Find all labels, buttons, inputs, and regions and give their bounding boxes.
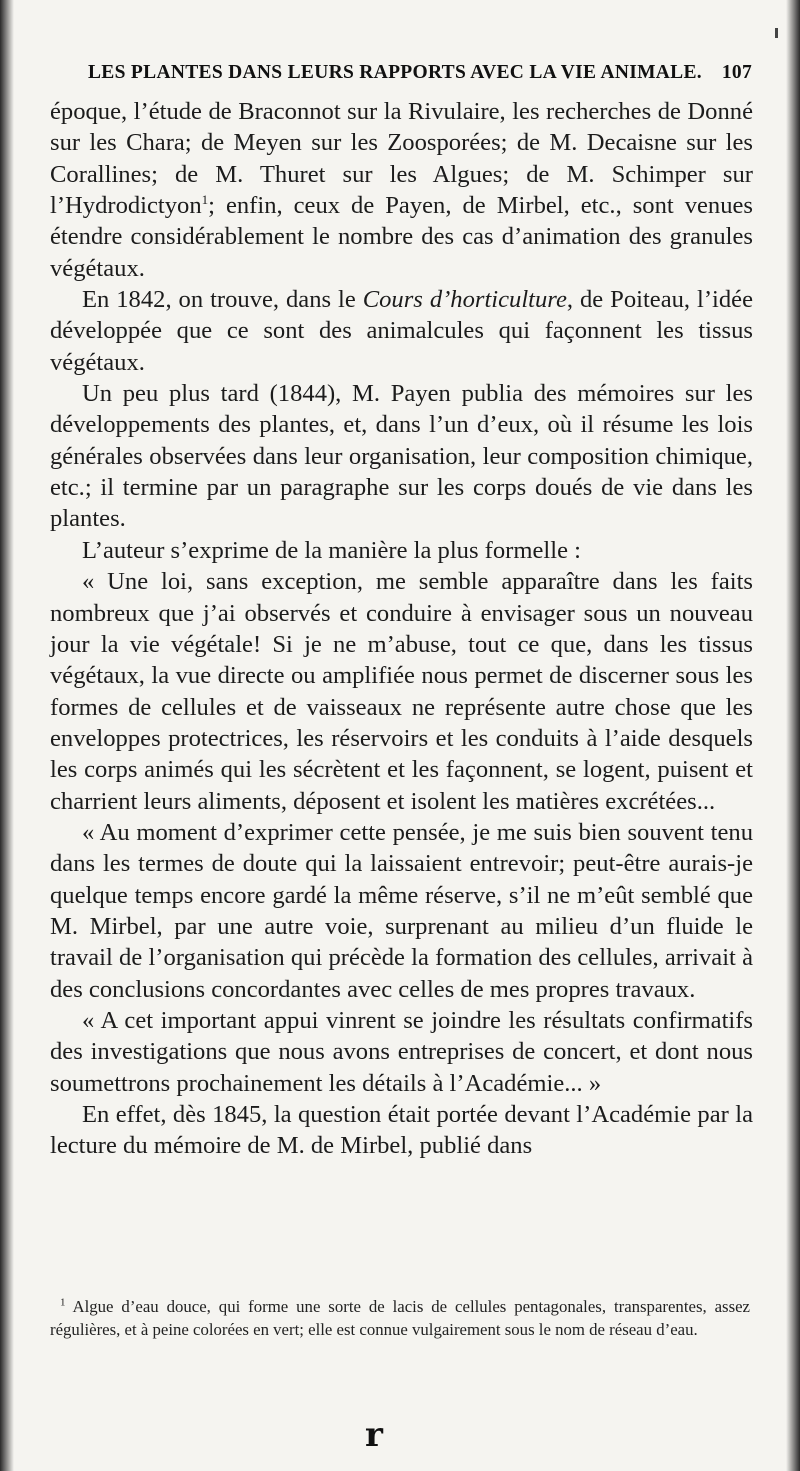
text-run: Un peu plus tard (1844), M. Payen publia des mémoires sur les développements des plantes, et, dans l’un d’eux, où il résume les lois générales observées dans leur organisation, leur composition chimique, etc.; il termine par un paragraphe sur les corps doués de vie dans les plantes. xyxy=(50,380,753,533)
paragraph xyxy=(50,96,753,284)
running-header xyxy=(88,62,752,84)
footnote-text: Algue d’eau douce, qui forme une sorte de lacis de cellules pentagonales, transparentes, assez régulières, et à peine colorées en vert; elle est connue vulgairement sous le nom de réseau d’eau. xyxy=(50,1297,750,1339)
text-run: En 1842, on trouve, dans le xyxy=(82,286,363,314)
text-run: ; enfin, ceux de Payen, de Mirbel, etc., sont venues étendre considérablement le nombre des cas d’animation des granules végétaux. xyxy=(50,192,753,282)
text-run: , de Poiteau, l’idée développée que ce sont des animalcules qui façonnent les tissus végétaux. xyxy=(50,286,753,376)
paragraph xyxy=(50,566,753,817)
text-run: « Au moment d’exprimer cette pensée, je me suis bien souvent tenu dans les termes de doute qui la laissaient entrevoir; peut-être aurais-je quelque temps encore gardé la même réserve, s’il ne m’eût semblé que M. Mirbel, par une autre voie, surprenant au milieu d’un fluide le travail de l’organisation qui précède la formation des cellules, arrivait à des conclusions concordantes avec celles de mes propres travaux. xyxy=(50,818,753,1003)
text-run: époque, l’étude de Braconnot sur la Rivulaire, les recherches de Donné sur les Chara; de Meyen sur les Zoosporées; de M. Decaisne sur les Corallines; de M. Thuret sur les Algues; de M. Schimper sur l’Hydrodictyon xyxy=(50,98,753,220)
scan-mark xyxy=(775,28,778,38)
text-run: En effet, dès 1845, la question était portée devant l’Académie par la lecture du mémoire de M. de Mirbel, publié dans xyxy=(50,1101,753,1160)
footnote xyxy=(50,1296,750,1341)
running-title: LES PLANTES DANS LEURS RAPPORTS AVEC LA VIE ANIMALE. xyxy=(88,62,702,83)
page-edge-shadow-right xyxy=(786,0,800,1471)
printer-signature-mark: r xyxy=(365,1415,383,1455)
page-number: 107 xyxy=(721,62,752,83)
paragraph xyxy=(50,1099,753,1162)
text-run: « Une loi, sans exception, me semble apparaître dans les faits nombreux que j’ai observés et conduire à envisager sous un nouveau jour la vie végétale! Si je ne m’abuse, tout ce que, dans les tissus végétaux, la vue directe ou amplifiée nous permet de discerner sous les formes de cellules et de vaisseaux ne représente autre chose que les enveloppes protectrices, les réservoirs et les conduits à l’aide desquels les corps animés qui les sécrètent et les façonnent, se logent, puisent et charrient leurs aliments, déposent et isolent les matières excrétées... xyxy=(50,568,753,815)
paragraph xyxy=(50,378,753,535)
text-run: « A cet important appui vinrent se joindre les résultats confirmatifs des investigations que nous avons entreprises de concert, et dont nous soumettrons prochainement les détails à l’Académie... » xyxy=(50,1006,753,1097)
paragraph xyxy=(50,817,753,1005)
paragraph xyxy=(50,1005,753,1099)
text-run: L’auteur s’exprime de la manière la plus formelle : xyxy=(82,536,581,564)
italic-title: Cours d’horticulture xyxy=(362,286,567,314)
paragraph xyxy=(50,535,753,566)
footnote-marker: 1 xyxy=(60,1296,66,1309)
paragraph xyxy=(50,284,753,378)
footnotes xyxy=(50,1296,750,1341)
main-text xyxy=(50,96,753,1162)
page-edge-shadow-left xyxy=(0,0,14,1471)
footnote-ref: 1 xyxy=(201,191,209,207)
